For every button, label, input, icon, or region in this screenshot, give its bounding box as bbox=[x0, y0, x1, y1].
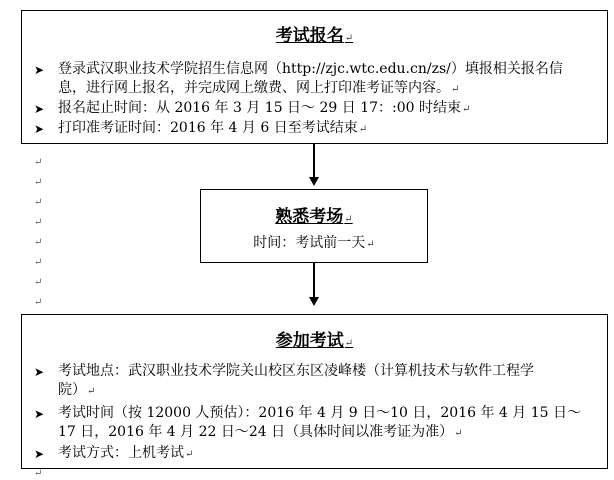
bullet-icon: ➤ bbox=[34, 63, 45, 77]
registration-title: 考试报名↵ bbox=[275, 26, 354, 46]
flow-arrow-head bbox=[309, 177, 319, 186]
registration-period: 报名起止时间：从 2016 年 3 月 15 日～ 29 日 17：:00 时结束 bbox=[58, 100, 462, 116]
registration-item-line: 登录武汉职业技术学院招生信息网（http://zjc.wtc.edu.cn/zs/）填报相关报名信 bbox=[58, 61, 563, 77]
registration-box bbox=[21, 10, 608, 144]
bullet-icon: ➤ bbox=[34, 365, 45, 379]
familiarize-title: 熟悉考场↵ bbox=[275, 207, 353, 227]
flow-arrow-head bbox=[309, 297, 319, 306]
paragraph-mark: ↵ bbox=[34, 237, 43, 248]
print-ticket-period: 打印准考证时间：2016 年 4 月 6 日至考试结束 bbox=[58, 120, 358, 136]
exam-time-line: 考试时间（按 12000 人预估）：2016 年 4 月 9 日～10 日，2016 年 4 月 15 日～ bbox=[58, 405, 581, 421]
flow-arrow-line bbox=[313, 144, 315, 177]
familiarize-time: 时间：考试前一天↵ bbox=[253, 235, 375, 251]
registration-item: ➤ 打印准考证时间：2016 年 4 月 6 日至考试结束↵ bbox=[34, 120, 368, 136]
paragraph-mark: ↵ bbox=[34, 277, 43, 288]
exam-item: ➤ 考试时间（按 12000 人预估）：2016 年 4 月 9 日～10 日，2016 年 4 月 15 日～ 17 日，2016 年 4 月 22 日～24 日（具体时间以准考证为准）↵ bbox=[34, 404, 599, 442]
paragraph-mark: ↵ bbox=[34, 257, 43, 268]
flow-arrow-line bbox=[313, 263, 315, 298]
exam-time-line: 17 日，2016 年 4 月 22 日～24 日（具体时间以准考证为准） bbox=[58, 424, 454, 440]
registration-item: ➤ 登录武汉职业技术学院招生信息网（http://zjc.wtc.edu.cn/zs/）填报相关报名信 息，进行网上报名，并完成网上缴费、网上打印准考证等内容。↵ bbox=[34, 60, 599, 98]
exam-item: ➤ 考试地点：武汉职业技术学院关山校区东区凌峰楼（计算机技术与软件工程学 院）↵ bbox=[34, 362, 599, 400]
bullet-icon: ➤ bbox=[34, 407, 45, 421]
exam-method: 考试方式：上机考试 bbox=[58, 445, 184, 461]
registration-item: ➤ 报名起止时间：从 2016 年 3 月 15 日～ 29 日 17：:00 时结束↵ bbox=[34, 100, 471, 116]
exam-location-line: 考试地点：武汉职业技术学院关山校区东区凌峰楼（计算机技术与软件工程学 bbox=[58, 363, 534, 379]
bullet-icon: ➤ bbox=[34, 447, 45, 461]
registration-item-line: 息，进行网上报名，并完成网上缴费、网上打印准考证等内容。 bbox=[58, 80, 450, 96]
bullet-icon: ➤ bbox=[34, 102, 45, 116]
bullet-icon: ➤ bbox=[34, 122, 45, 136]
paragraph-mark: ↵ bbox=[34, 217, 43, 228]
paragraph-mark: ↵ bbox=[34, 297, 43, 308]
paragraph-mark: ↵ bbox=[34, 177, 43, 188]
paragraph-mark: ↵ bbox=[34, 197, 43, 208]
paragraph-mark: ↵ bbox=[34, 157, 43, 168]
paragraph-mark: ↵ bbox=[34, 468, 43, 479]
exam-item: ➤ 考试方式：上机考试↵ bbox=[34, 445, 194, 461]
exam-location-line: 院） bbox=[58, 382, 86, 398]
familiarize-box bbox=[200, 189, 428, 263]
exam-box bbox=[21, 314, 608, 469]
exam-title: 参加考试↵ bbox=[275, 331, 354, 351]
